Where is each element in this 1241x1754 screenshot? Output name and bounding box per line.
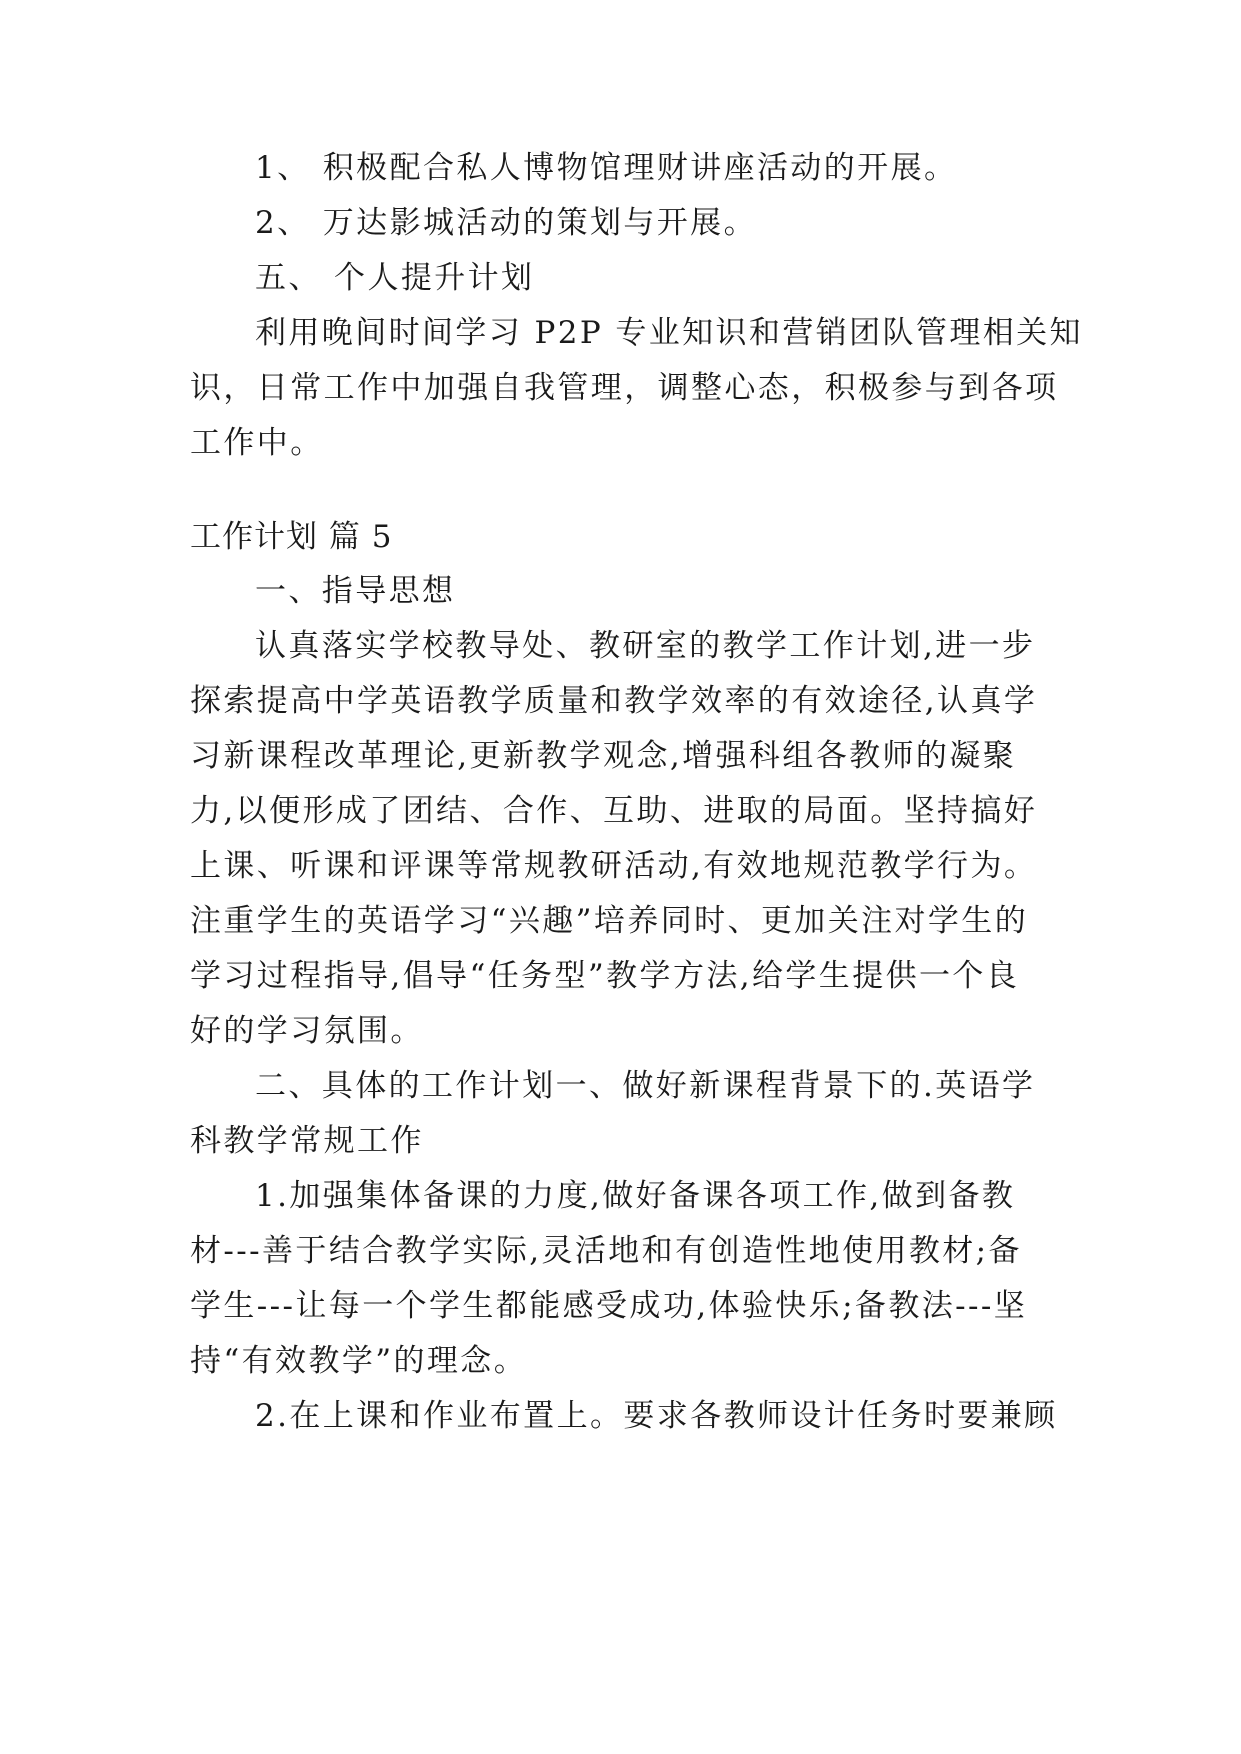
section-heading-work-plan: 二、具体的工作计划一、做好新课程背景下的.英语学 [255, 1068, 1036, 1104]
paragraph-line: 科教学常规工作 [190, 1123, 424, 1159]
paragraph-line: 利用晚间时间学习 P2P 专业知识和营销团队管理相关知 [255, 315, 1083, 351]
paragraph-line: 探索提高中学英语教学质量和教学效率的有效途径,认真学 [190, 683, 1038, 719]
paragraph-line: 认真落实学校教导处、教研室的教学工作计划,进一步 [255, 628, 1036, 664]
paragraph-line: 力,以便形成了团结、合作、互助、进取的局面。坚持搞好 [190, 793, 1038, 829]
paragraph-line: 注重学生的英语学习“兴趣”培养同时、更加关注对学生的 [190, 903, 1029, 939]
paragraph-line: 上课、听课和评课等常规教研活动,有效地规范教学行为。 [190, 848, 1038, 884]
paragraph-line: 学习过程指导,倡导“任务型”教学方法,给学生提供一个良 [190, 958, 1020, 994]
paragraph-line: 好的学习氛围。 [190, 1013, 424, 1049]
section-heading-guiding-thought: 一、指导思想 [255, 573, 456, 609]
paragraph-line: 持“有效教学”的理念。 [190, 1343, 528, 1379]
paragraph-line: 识，日常工作中加强自我管理，调整心态，积极参与到各项 [190, 370, 1059, 406]
section-heading-personal-plan: 五、 个人提升计划 [255, 260, 535, 296]
list-item-museum-lecture: 1、 积极配合私人博物馆理财讲座活动的开展。 [255, 150, 958, 186]
article-title: 工作计划 篇 5 [190, 519, 393, 555]
paragraph-line: 1.加强集体备课的力度,做好备课各项工作,做到备教 [255, 1178, 1016, 1214]
paragraph-line: 工作中。 [190, 425, 324, 461]
list-item-wanda-cinema: 2、 万达影城活动的策划与开展。 [255, 205, 757, 241]
paragraph-line: 2.在上课和作业布置上。要求各教师设计任务时要兼顾 [255, 1398, 1058, 1434]
paragraph-line: 习新课程改革理论,更新教学观念,增强科组各教师的凝聚 [190, 738, 1017, 774]
paragraph-line: 材---善于结合教学实际,灵活地和有创造性地使用教材;备 [190, 1233, 1022, 1269]
paragraph-line: 学生---让每一个学生都能感受成功,体验快乐;备教法---坚 [190, 1288, 1028, 1324]
